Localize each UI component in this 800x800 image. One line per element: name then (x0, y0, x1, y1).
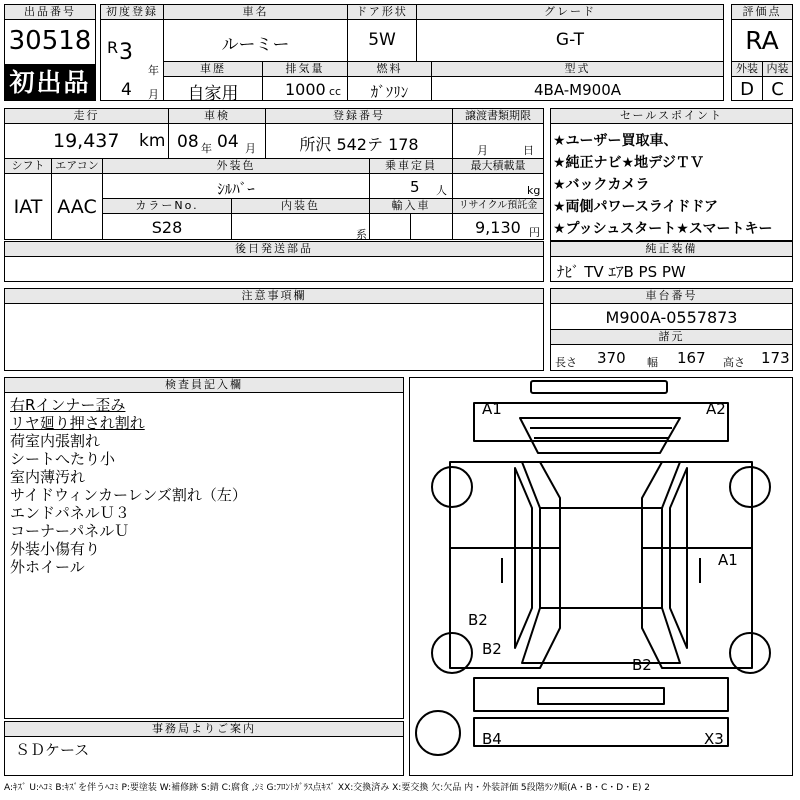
chassis-label: 車台番号 (550, 288, 793, 304)
color-no-cell (102, 213, 232, 240)
door-label: ドア形状 (347, 4, 417, 20)
inspection-year-unit: 年 (201, 142, 212, 155)
model-code-cell (431, 76, 724, 101)
rear-bumper-outline (474, 678, 728, 711)
int-color-label: 内装色 (231, 198, 370, 214)
windshield (522, 462, 680, 508)
inspector-line: 外ホイール (10, 558, 85, 576)
exterior-grade: D (740, 79, 754, 100)
interior-cell (762, 76, 793, 101)
seats-label: 乗車定員 (369, 158, 453, 174)
grade-label: グレード (416, 4, 724, 20)
damage-mark-b2-left-rear: B2 (468, 611, 488, 629)
color-no-label: カラーNo. (102, 198, 232, 214)
first-reg-cell (100, 19, 164, 101)
seats-unit: 人 (436, 184, 447, 197)
recycle-label: リサイクル預託金 (452, 198, 544, 214)
right-side-glass (670, 468, 687, 648)
fuel-label: 燃料 (347, 61, 432, 77)
inspector-line: リヤ廻り押され割れ (10, 414, 145, 432)
grade-cell (416, 19, 724, 62)
history: 自家用 (187, 84, 239, 104)
load-label: 最大積載量 (452, 158, 544, 174)
office-label: 事務局よりご案内 (4, 721, 404, 737)
chassis-number: M900A-0557873 (605, 308, 738, 327)
later-parts-label: 後日発送部品 (4, 241, 544, 257)
damage-mark-b2-rear-wheel: B2 (482, 640, 502, 658)
displacement: 1000 (285, 80, 326, 99)
sales-point-item: ★プッシュスタート★スマートキー (553, 221, 773, 237)
damage-mark-b4-rear-left: B4 (482, 730, 502, 748)
score-label: 評価点 (731, 4, 793, 20)
inspector-list (10, 396, 247, 576)
footer-legend: A:ｷｽﾞ U:ﾍｺﾐ B:ｷｽﾞを伴うﾍｺﾐ P:要塗装 W:補修跡 S:錆 C:腐食 ,ｼﾐ G:ﾌﾛﾝﾄｶﾞﾗｽ点ｷｽﾞ XX:交換済み X:要交換 欠:欠品 内・外装評価 5段階ﾗﾝｸ順(A・B・C・D・E) 2 (4, 783, 651, 793)
import-label: 輸入車 (369, 198, 453, 214)
seats: 5 (410, 178, 420, 196)
height-value: 173 (761, 349, 790, 367)
inspector-line: 荷室内張割れ (10, 432, 101, 450)
damage-mark-a2-front-right: A2 (706, 400, 726, 418)
later-parts-cell (4, 256, 544, 282)
grade: G-T (555, 30, 585, 50)
plate-number: 所沢 542テ 178 (299, 135, 419, 154)
dims-label: 諸元 (550, 329, 793, 345)
reg-year-unit: 年 (148, 64, 159, 77)
car-name-cell (163, 19, 348, 62)
sales-points-label: セールスポイント (550, 108, 793, 124)
width-label: 幅 (647, 356, 658, 369)
first-listing-badge: 初出品 (4, 65, 96, 101)
import-cell-b (410, 213, 453, 240)
reg-month-unit: 月 (148, 88, 159, 101)
interior-grade: C (771, 79, 784, 100)
displacement-unit: cc (329, 85, 342, 98)
reg-era: R (107, 38, 119, 57)
notes-label: 注意事項欄 (4, 288, 544, 304)
displacement-cell (262, 76, 348, 101)
score-cell (731, 19, 793, 62)
ac-label: エアコン (51, 158, 103, 174)
shift-label: シフト (4, 158, 52, 174)
wheel-front-left (432, 467, 472, 507)
interior-label: 内装 (762, 61, 793, 77)
door-cell (347, 19, 417, 62)
seats-cell (369, 173, 453, 199)
recycle-unit: 円 (529, 226, 540, 239)
inspector-line: 室内薄汚れ (10, 468, 86, 486)
damage-mark-b2-rear-glass: B2 (632, 656, 652, 674)
width-value: 167 (677, 349, 706, 367)
damage-mark-x3-rear-right: X3 (704, 730, 724, 748)
equipment-cell (550, 256, 793, 282)
inspection-month: 04 (217, 132, 239, 152)
exterior-color: ｼﾙﾊﾞｰ (217, 180, 255, 198)
door-type: 5W (368, 30, 396, 50)
displacement-label: 排気量 (262, 61, 348, 77)
inspector-line: コーナーパネルＵ (10, 522, 130, 540)
hood-outline (520, 418, 680, 453)
score: RA (745, 26, 779, 55)
inspector-line: エンドパネルＵ３ (10, 504, 130, 522)
damage-diagram-frame (409, 377, 793, 776)
sales-points-cell (550, 123, 793, 241)
damage-mark-a1-right-side: A1 (718, 551, 738, 569)
sales-point-item: ★バックカメラ (553, 177, 650, 193)
color-label: 外装色 (102, 158, 370, 174)
inspection-year: 08 (177, 132, 199, 152)
equipment-value: ﾅﾋﾞ TV ｴｱB PS PW (557, 263, 686, 281)
transfer-cell (452, 123, 544, 159)
history-cell (163, 76, 263, 104)
sales-point-item: ★純正ナビ★地デジＴＶ (553, 155, 704, 171)
fuel-cell (347, 76, 432, 101)
reg-year: 3 (119, 40, 133, 65)
history-label: 車歴 (163, 61, 263, 77)
int-color-cell (231, 213, 370, 240)
inspector-line: サイドウィンカーレンズ割れ（左） (10, 486, 247, 504)
load-unit: kg (527, 184, 541, 197)
first-reg-label: 初度登録 (100, 4, 164, 20)
car-name-label: 車名 (163, 4, 348, 20)
chassis-cell (550, 303, 793, 330)
mileage-label: 走行 (4, 108, 169, 124)
wheel-front-right (730, 467, 770, 507)
plate-cell (265, 123, 453, 159)
office-note: ＳＤケース (15, 741, 90, 759)
height-label: 高さ (723, 356, 745, 369)
model-code: 4BA-M900A (533, 81, 621, 99)
reg-month: 4 (121, 80, 132, 100)
damage-mark-a1-front-left: A1 (482, 400, 502, 418)
length-label: 長さ (555, 356, 577, 369)
car-name: ルーミー (221, 35, 290, 55)
color-no: S28 (151, 218, 183, 237)
inspector-line: シートへたり小 (10, 450, 116, 468)
shift-cell (4, 173, 52, 240)
import-cell-a (369, 213, 411, 240)
inspection-month-unit: 月 (245, 142, 256, 155)
roof (540, 508, 662, 608)
recycle-cell (452, 213, 544, 240)
mileage-cell (4, 123, 169, 159)
lot-no-cell (4, 19, 96, 65)
inspector-line: 右Rインナー歪み (10, 396, 126, 414)
fuel: ｶﾞｿﾘﾝ (370, 83, 409, 101)
rear-panel (474, 718, 728, 746)
transfer-day-unit: 日 (523, 144, 534, 157)
int-color-unit: 系 (356, 228, 367, 241)
exterior-label: 外装 (731, 61, 763, 77)
inspection-cell (168, 123, 266, 159)
model-code-label: 型式 (431, 61, 724, 77)
dims-cell (550, 344, 793, 371)
left-body-side (450, 462, 560, 668)
lot-no-label: 出品番号 (4, 4, 96, 20)
transfer-month-unit: 月 (477, 144, 488, 157)
sales-point-item: ★両側パワースライドドア (553, 199, 719, 215)
car-diagram (410, 378, 792, 775)
color-cell (102, 173, 370, 199)
mileage-unit: km (139, 131, 166, 151)
length-value: 370 (597, 349, 626, 367)
front-bumper-top (531, 381, 667, 393)
spare-wheel (416, 711, 460, 755)
exterior-cell (731, 76, 763, 101)
mileage: 19,437 (53, 130, 120, 152)
sales-points-list (553, 130, 773, 240)
notes-cell (4, 303, 544, 371)
inspector-label: 検査員記入欄 (4, 377, 404, 393)
equipment-label: 純正装備 (550, 241, 793, 257)
inspector-line: 外装小傷有り (10, 540, 101, 558)
sales-point-item: ★ユーザー買取車、 (553, 133, 678, 149)
ac-cell (51, 173, 103, 240)
plate-label: 登録番号 (265, 108, 453, 124)
inspector-cell (4, 392, 404, 719)
transfer-label: 譲渡書類期限 (452, 108, 544, 124)
recycle-fee: 9,130 (475, 218, 521, 237)
lot-no: 30518 (8, 26, 92, 56)
shift: IAT (13, 196, 43, 218)
office-cell (4, 736, 404, 776)
rear-hatch (538, 688, 664, 704)
left-side-glass (515, 468, 532, 648)
load-cell (452, 173, 544, 199)
inspection-label: 車検 (168, 108, 266, 124)
front-bumper-outline (474, 403, 728, 441)
ac: AAC (57, 196, 97, 218)
